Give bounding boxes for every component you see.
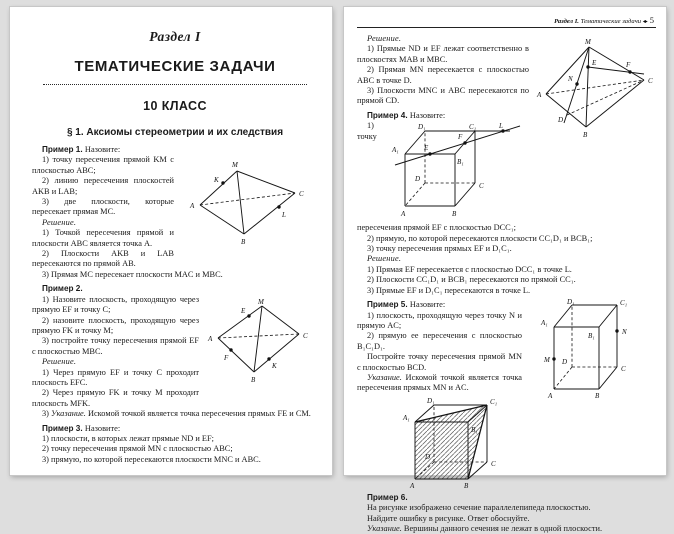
- vertex-label: E: [424, 144, 429, 153]
- vertex-label: B: [452, 210, 457, 219]
- paragraph: 3) Указание. Искомой точкой является точка пересечения прямых FE и CM.: [42, 409, 311, 419]
- paragraph: 1) Через прямую EF и точку C проходит плоскость EFC.: [32, 367, 199, 387]
- point-marker: [586, 65, 589, 68]
- vertex-label: A: [208, 334, 213, 343]
- paragraph: 3) Плоскости MNC и ABC пересекаются по прямой CD.: [357, 86, 529, 106]
- figure-cube-example5: [529, 297, 656, 403]
- section-hatch: [415, 405, 487, 479]
- vertex-label: C: [299, 190, 304, 199]
- figure-parallelepiped-section-example6: [400, 395, 522, 491]
- paragraph: 1) плоскости, в которых лежат прямые ND и EF;: [42, 433, 214, 443]
- figure-drawing: [529, 297, 656, 403]
- edge: [588, 67, 644, 74]
- vertex-label: C: [621, 365, 626, 374]
- paragraph-heading: § 1. Аксиомы стереометрии и их следствия: [66, 127, 284, 138]
- vertex-label: A: [537, 91, 542, 99]
- paragraph: 1) точку пересечения прямой EF с плоскостью DCC₁;: [357, 121, 516, 233]
- vertex-label: A: [401, 210, 406, 219]
- vertex-label: B: [251, 375, 256, 384]
- vertex-label: D₁: [567, 298, 575, 307]
- paragraph: Пример 3. Назовите:: [42, 423, 121, 433]
- book-title: ТЕМАТИЧЕСКИЕ ЗАДАЧИ: [74, 58, 276, 75]
- vertex-label: B: [583, 131, 588, 139]
- vertex-label: B₁: [471, 425, 478, 434]
- vertex-label: A₁: [392, 146, 399, 155]
- vertex-label: C: [303, 331, 308, 340]
- paragraph: Найдите ошибку в рисунке. Ответ обоснуйте.: [367, 513, 530, 523]
- figure-drawing: [206, 296, 318, 390]
- vertex-label: E: [241, 306, 246, 315]
- paragraph: 2) прямую ее пересечения с плоскостью B₁C₁D₁.: [357, 331, 522, 351]
- vertex-label: A₁: [541, 319, 548, 328]
- vertex-label: L: [499, 122, 503, 131]
- edge: [554, 305, 572, 327]
- paragraph: 1) Назовите плоскость, проходящую через прямую EF и точку C;: [32, 294, 199, 315]
- paragraph: 1) Прямые ND и EF лежат соответственно в плоскостях MAB и MBC.: [357, 44, 529, 64]
- hidden-edge: [200, 193, 295, 205]
- figure-cube-example4: [390, 122, 529, 221]
- paragraph: 1) точку пересечения прямой KM с плоскостью ABC;: [32, 155, 174, 175]
- vertex-label: B: [241, 238, 246, 247]
- paragraph: 1) плоскость, проходящую через точку N и прямую AC;: [357, 310, 522, 330]
- ornament-icon: ◂▸: [642, 19, 647, 25]
- point-marker: [575, 82, 578, 85]
- vertex-label: A: [548, 392, 553, 401]
- left-page: [10, 7, 332, 475]
- vertex-label: A: [410, 481, 415, 490]
- edge: [586, 47, 589, 127]
- figure-pyramid-example3: [536, 35, 656, 143]
- vertex-label: M: [585, 38, 591, 46]
- point-marker: [229, 348, 232, 351]
- vertex-label: C: [479, 182, 484, 191]
- edge: [589, 47, 644, 80]
- paragraph: 2) Прямая MN пересекается с плоскостью ABC в точке D.: [357, 65, 529, 85]
- paragraph: Решение.: [42, 217, 77, 227]
- paragraph: Пример 5. Назовите:: [367, 300, 446, 310]
- vertex-label: M: [232, 161, 238, 170]
- paragraph: На рисунке изображено сечение параллелепипеда плоскостью.: [367, 503, 591, 513]
- point-marker: [463, 142, 466, 145]
- edge: [546, 47, 589, 94]
- paragraph-group: [32, 145, 318, 155]
- paragraph: Пример 4. Назовите:: [367, 110, 446, 120]
- edge: [244, 193, 295, 234]
- paragraph: 2) прямую, по которой пересекаются плоскости CC₁D₁ и BCB₁;: [367, 233, 593, 243]
- paragraph: 1) Прямая EF пересекается с плоскостью DCC₁ в точке L.: [367, 264, 572, 274]
- page-number: 5: [649, 15, 654, 25]
- point-marker: [428, 153, 431, 156]
- vertex-label: F: [224, 353, 229, 362]
- edge: [455, 183, 475, 206]
- vertex-label: E: [592, 59, 597, 67]
- paragraph: Пример 1. Назовите:: [42, 145, 121, 154]
- vertex-label: A₁: [403, 413, 410, 422]
- vertex-label: M: [544, 356, 550, 365]
- paragraph: 2) Плоскости AKB и LAB пересекаются по прямой AB.: [32, 249, 174, 269]
- figure-drawing: [400, 395, 522, 491]
- edge: [262, 306, 299, 334]
- vertex-label: K: [214, 176, 219, 185]
- paragraph: 2) Плоскости CC₁D₁ и BCB₁ пересекаются по прямой CC₁.: [367, 275, 576, 285]
- vertex-label: D: [562, 358, 568, 367]
- paragraph: Решение.: [42, 357, 77, 367]
- paragraph: Пример 6.: [367, 492, 408, 502]
- paragraph: 3) прямую, по которой пересекаются плоскости MNC и ABC.: [42, 454, 261, 464]
- left-page-text: [32, 145, 318, 465]
- vertex-label: C₁: [469, 123, 477, 132]
- paragraph: Пример 2.: [42, 284, 83, 294]
- vertex-label: D₁: [418, 123, 426, 132]
- vertex-label: D: [558, 116, 564, 124]
- paragraph: Решение.: [367, 34, 402, 43]
- figure-drawing: [536, 35, 656, 143]
- vertex-label: F: [458, 133, 463, 142]
- hidden-edge: [405, 183, 425, 206]
- vertex-label: C: [491, 459, 496, 468]
- paragraph: 1) Точкой пересечения прямой и плоскости ABC является точка A.: [32, 228, 174, 248]
- vertex-label: K: [272, 361, 277, 370]
- paragraph: 2) точку пересечения прямой MN с плоскостью ABC;: [42, 444, 233, 454]
- right-page-text: [357, 34, 656, 534]
- grade-heading: 10 КЛАСС: [143, 99, 207, 113]
- paragraph: 3) Прямая MC пересекает плоскости MAC и MBC.: [42, 269, 223, 279]
- figure-tetrahedron-example2: [206, 296, 318, 390]
- vertex-label: B₁: [457, 158, 464, 167]
- running-head-title: Тематические задачи: [578, 18, 642, 25]
- vertex-label: C₁: [490, 397, 498, 406]
- vertex-label: F: [626, 61, 631, 69]
- edge: [237, 171, 295, 193]
- edge: [599, 367, 617, 389]
- point-marker: [277, 206, 280, 209]
- paragraph: 2) назовите плоскость, проходящую через прямую FK и точку M;: [32, 315, 199, 335]
- vertex-label: B: [595, 392, 600, 401]
- paragraph: 2) линию пересечения плоскостей AKB и LAB;: [32, 176, 174, 196]
- dotted-rule: [43, 84, 306, 85]
- point-marker: [615, 329, 618, 332]
- paragraph: Постройте точку пересечения прямой MN с плоскостью BCD.: [357, 352, 522, 372]
- header-rule: [357, 27, 656, 28]
- point-marker: [267, 357, 270, 360]
- edge: [599, 305, 617, 327]
- paragraph: 2) Через прямую FK и точку M проходит плоскость MFK.: [32, 388, 199, 408]
- vertex-label: C: [648, 77, 653, 85]
- edge: [405, 131, 425, 154]
- paragraph: 3) Прямые EF и D₁C₁ пересекаются в точке L.: [367, 285, 531, 295]
- vertex-label: B₁: [588, 332, 595, 341]
- edge: [200, 205, 244, 234]
- running-head-section: Раздел I.: [554, 18, 579, 25]
- edge: [218, 306, 262, 338]
- vertex-label: L: [282, 211, 286, 220]
- paragraph: Указание. Вершины данного сечения не лежат в одной плоскости.: [367, 523, 603, 533]
- figure-drawing: [181, 156, 318, 253]
- paragraph: 3) постройте точку пересечения прямой EF с плоскостью MBC.: [32, 336, 199, 356]
- paragraph: 3) точку пересечения прямых EF и D₁C₁.: [367, 244, 512, 254]
- figure-tetrahedron-example1: [181, 156, 318, 253]
- point-marker: [221, 182, 224, 185]
- vertex-label: A: [190, 202, 195, 211]
- point-marker: [247, 314, 250, 317]
- vertex-label: C₁: [620, 299, 628, 308]
- paragraph: Указание. Искомой точкой является точка пересечения прямых MN и AC.: [357, 372, 522, 393]
- vertex-label: M: [258, 297, 264, 306]
- point-marker: [552, 357, 555, 360]
- edge: [237, 171, 244, 234]
- paragraph: Решение.: [367, 254, 402, 264]
- point-marker: [628, 70, 631, 73]
- running-head: [357, 15, 656, 25]
- hidden-edge: [554, 367, 572, 389]
- vertex-label: B: [464, 481, 469, 490]
- vertex-label: N: [622, 328, 627, 337]
- vertex-label: D: [425, 452, 431, 461]
- edge: [254, 306, 262, 372]
- vertex-label: D₁: [427, 396, 435, 405]
- figure-drawing: [390, 122, 529, 221]
- vertex-label: N: [568, 75, 573, 83]
- right-page: [344, 7, 666, 533]
- paragraph: 3) две плоскости, которые пересекает прямая MC.: [32, 197, 174, 217]
- edge: [546, 94, 586, 127]
- vertex-label: D: [415, 175, 421, 184]
- section-label: Раздел I: [149, 29, 201, 44]
